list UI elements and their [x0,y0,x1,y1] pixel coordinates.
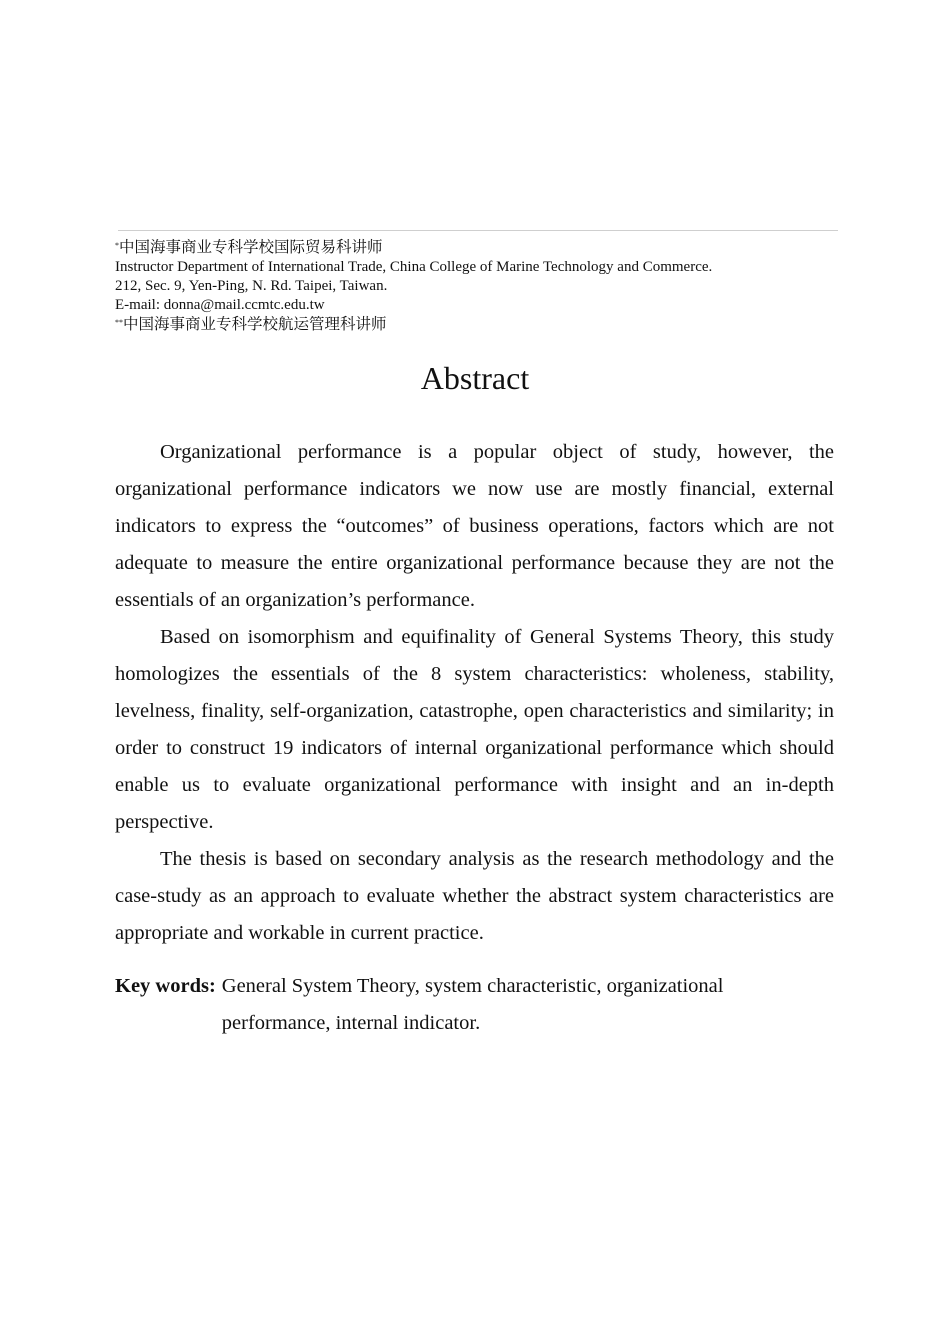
abstract-title: Abstract [420,360,530,396]
footnote-author2-chinese-text: 中国海事商业专科学校航运管理科讲师 [123,315,387,333]
keywords-text: General System Theory, system characteristic, organizational performance, internal indicator. [221,975,724,1034]
footnote-author1-chinese-text: 中国海事商业专科学校国际贸易科讲师 [119,238,383,256]
footnote-author1-email: E-mail: donna@mail.ccmtc.edu.tw [115,297,325,313]
footnotes [115,238,845,335]
abstract-paragraph-2: Based on isomorphism and equifinality of General Systems Theory, this study homologizes the essentials of the 8 system characteristics: wholeness, stability, levelness, finality, self-organization, catastrophe, open characteristics and similarity; in order to construct 19 indicators of internal organizational performance which should enable us to evaluate organizational performance with insight and an in-depth perspective. [115,626,834,833]
abstract-paragraph-1: Organizational performance is a popular object of study, however, the organizational performance indicators we now use are mostly financial, external indicators to express the “outcomes” of business operations, factors which are not adequate to measure the entire organizational performance because they are not the essentials of an organization’s performance. [115,441,834,611]
footnote-author1-chinese [115,238,845,258]
footnote-separator [118,230,838,231]
keywords-label: Key words: [115,975,216,997]
footnote-marker-1: * [115,241,119,250]
abstract-body [115,434,834,952]
footnote-author1-address: 212, Sec. 9, Yen-Ping, N. Rd. Taipei, Taiwan. [115,278,388,294]
abstract-paragraph-3: The thesis is based on secondary analysis as the research methodology and the case-study as an approach to evaluate whether the abstract system characteristics are appropriate and workable in current practice. [115,848,834,944]
footnote-marker-2: ** [115,318,123,327]
keywords [115,968,834,1042]
footnote-author1-english: Instructor Department of International Trade, China College of Marine Technology and Commerce. [115,259,713,275]
footnote-author2-chinese [115,315,845,335]
